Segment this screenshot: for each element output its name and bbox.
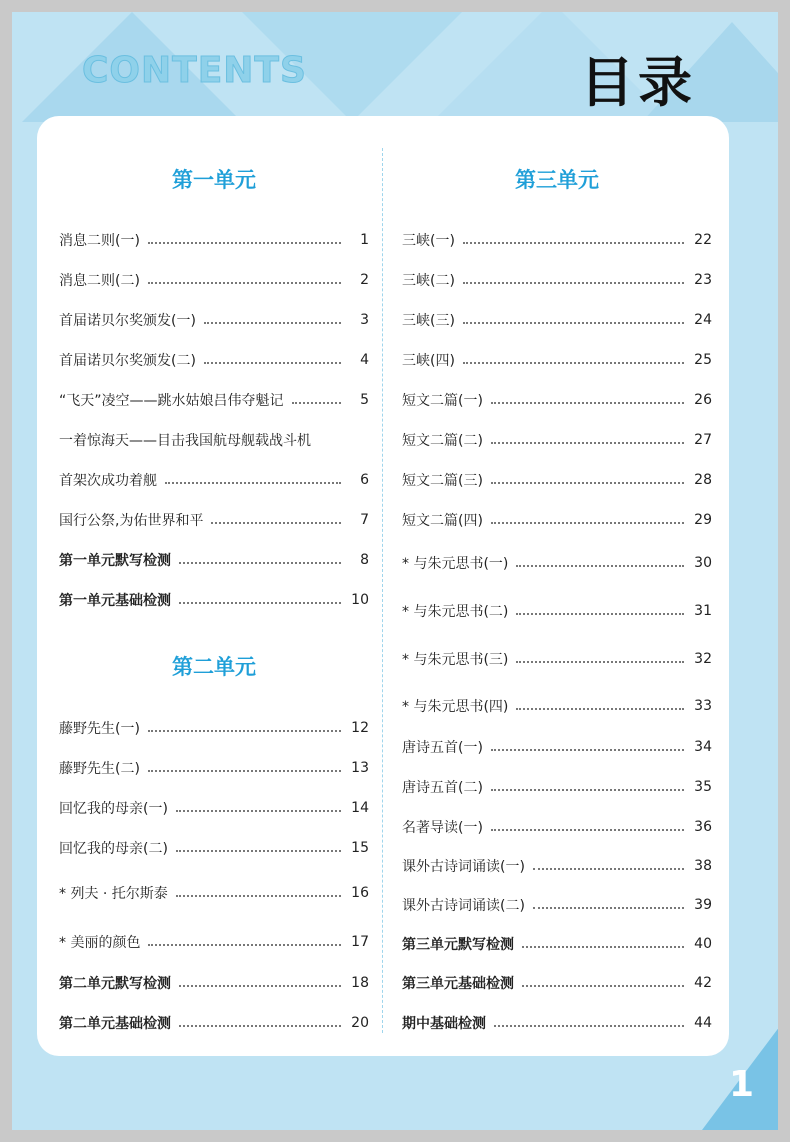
toc-entry-title: 国行公祭,为佑世界和平 [59, 513, 204, 529]
toc-entry-page: 44 [694, 1015, 712, 1031]
toc-entry-title: 三峡(二) [402, 273, 455, 289]
toc-entry[interactable] [59, 349, 369, 371]
toc-entry-page: 25 [694, 352, 712, 368]
toc-entry[interactable] [59, 717, 369, 739]
toc-entry-page: 38 [694, 858, 712, 874]
toc-entry-page: 26 [694, 392, 712, 408]
dot-leader [516, 565, 684, 567]
dot-leader [292, 402, 341, 404]
toc-entry[interactable] [59, 797, 369, 819]
toc-entry-page: 24 [694, 312, 712, 328]
toc-entry-title: 回忆我的母亲(二) [59, 841, 168, 857]
toc-entry-title: 第一单元默写检测 [59, 553, 171, 569]
toc-entry[interactable] [59, 469, 369, 491]
toc-entry-title: * 与朱元思书(一) [402, 556, 509, 572]
toc-entry[interactable] [59, 229, 369, 251]
toc-entry[interactable] [402, 389, 712, 411]
toc-entry-title: 短文二篇(三) [402, 473, 483, 489]
toc-entry[interactable] [402, 309, 712, 331]
toc-entry-title: 消息二则(一) [59, 233, 140, 249]
toc-entry-page: 16 [351, 885, 369, 901]
dot-leader [204, 322, 341, 324]
toc-entry-page: 30 [694, 555, 712, 571]
dot-leader [491, 482, 684, 484]
dot-leader [516, 661, 684, 663]
toc-entry-title: 消息二则(二) [59, 273, 140, 289]
toc-entry[interactable] [59, 757, 369, 779]
toc-entry[interactable] [59, 589, 369, 611]
toc-entry-title: 回忆我的母亲(一) [59, 801, 168, 817]
toc-entry[interactable] [59, 1012, 369, 1034]
toc-entry-page: 40 [694, 936, 712, 952]
toc-entry-title: 名著导读(一) [402, 820, 483, 836]
toc-entry-title: 藤野先生(二) [59, 761, 140, 777]
dot-leader [491, 789, 684, 791]
toc-entry-page: 2 [360, 272, 369, 288]
dot-leader [148, 282, 341, 284]
toc-entry[interactable] [402, 229, 712, 251]
toc-entry-title: 唐诗五首(一) [402, 740, 483, 756]
unit-title: 第二单元 [172, 654, 256, 679]
toc-entry-title: 期中基础检测 [402, 1016, 486, 1032]
toc-entry-title: 一着惊海天——目击我国航母舰载战斗机 [59, 433, 311, 449]
toc-entry-page: 15 [351, 840, 369, 856]
toc-entry[interactable] [402, 600, 712, 622]
toc-entry-page: 23 [694, 272, 712, 288]
toc-entry-title: 短文二篇(一) [402, 393, 483, 409]
page-number: 1 [729, 1064, 755, 1105]
toc-entry[interactable] [59, 837, 369, 859]
dot-leader [463, 362, 684, 364]
dot-leader [176, 810, 341, 812]
toc-entry-title: 第一单元基础检测 [59, 593, 171, 609]
dot-leader [179, 985, 341, 987]
dot-leader [148, 770, 341, 772]
unit-title: 第一单元 [172, 167, 256, 192]
toc-entry-page: 14 [351, 800, 369, 816]
toc-entry[interactable] [402, 469, 712, 491]
dot-leader [491, 522, 684, 524]
toc-entry-title: 第三单元默写检测 [402, 937, 514, 953]
toc-entry-title: 唐诗五首(二) [402, 780, 483, 796]
toc-entry-page: 5 [360, 392, 369, 408]
dot-leader [491, 402, 684, 404]
toc-entry[interactable] [59, 931, 369, 953]
toc-entry[interactable] [402, 933, 712, 955]
toc-entry-page: 4 [360, 352, 369, 368]
toc-entry-page: 34 [694, 739, 712, 755]
toc-entry-page: 8 [360, 552, 369, 568]
dot-leader [463, 322, 684, 324]
toc-entry-title: 课外古诗词诵读(一) [402, 859, 525, 875]
toc-entry-page: 42 [694, 975, 712, 991]
dot-leader [165, 482, 341, 484]
page-title: 目录 [580, 51, 696, 114]
toc-entry-page: 7 [360, 512, 369, 528]
toc-entry-title: 藤野先生(一) [59, 721, 140, 737]
toc-entry-page: 12 [351, 720, 369, 736]
page [12, 12, 778, 1130]
dot-leader [516, 613, 684, 615]
toc-entry-page: 29 [694, 512, 712, 528]
dot-leader [516, 708, 684, 710]
dot-leader [522, 985, 684, 987]
dot-leader [179, 1025, 341, 1027]
dot-leader [533, 868, 684, 870]
toc-entry[interactable] [402, 509, 712, 531]
toc-entry[interactable] [402, 349, 712, 371]
toc-entry-page: 33 [694, 698, 712, 714]
toc-entry[interactable] [402, 269, 712, 291]
toc-entry-page: 39 [694, 897, 712, 913]
toc-entry[interactable] [402, 429, 712, 451]
toc-entry-page: 20 [351, 1015, 369, 1031]
toc-entry[interactable] [402, 552, 712, 574]
toc-entry[interactable] [59, 389, 369, 411]
toc-entry[interactable] [59, 549, 369, 571]
toc-entry-title: 三峡(一) [402, 233, 455, 249]
toc-entry[interactable] [402, 776, 712, 798]
toc-entry-page: 6 [360, 472, 369, 488]
toc-entry-page: 36 [694, 819, 712, 835]
toc-entry-page: 31 [694, 603, 712, 619]
column-divider [382, 148, 383, 1033]
toc-entry[interactable] [59, 309, 369, 331]
toc-entry-page: 18 [351, 975, 369, 991]
toc-entry-page: 27 [694, 432, 712, 448]
dot-leader [491, 749, 684, 751]
toc-entry-title: 第三单元基础检测 [402, 976, 514, 992]
toc-entry-title: * 与朱元思书(三) [402, 652, 509, 668]
dot-leader [494, 1025, 684, 1027]
toc-entry-title: “飞天”凌空——跳水姑娘吕伟夺魁记 [59, 393, 284, 409]
dot-leader [522, 946, 684, 948]
dot-leader [148, 944, 341, 946]
toc-entry-title: 首架次成功着舰 [59, 473, 157, 489]
dot-leader [463, 242, 684, 244]
toc-entry-title: * 与朱元思书(二) [402, 604, 509, 620]
toc-entry-page: 22 [694, 232, 712, 248]
toc-entry[interactable] [402, 695, 712, 717]
toc-entry[interactable] [59, 269, 369, 291]
dot-leader [148, 242, 341, 244]
dot-leader [179, 562, 341, 564]
toc-entry-title: 第二单元基础检测 [59, 1016, 171, 1032]
dot-leader [204, 362, 341, 364]
toc-entry-page: 28 [694, 472, 712, 488]
toc-entry[interactable] [402, 736, 712, 758]
dot-leader [491, 829, 684, 831]
dot-leader [491, 442, 684, 444]
toc-entry-title: 三峡(三) [402, 313, 455, 329]
toc-entry-page: 17 [351, 934, 369, 950]
toc-entry[interactable] [59, 429, 369, 451]
unit-title: 第三单元 [515, 167, 599, 192]
toc-entry-page: 35 [694, 779, 712, 795]
dot-leader [533, 907, 684, 909]
toc-entry-title: * 美丽的颜色 [59, 935, 141, 951]
toc-entry-title: 首届诺贝尔奖颁发(一) [59, 313, 196, 329]
toc-entry-title: 首届诺贝尔奖颁发(二) [59, 353, 196, 369]
dot-leader [179, 602, 341, 604]
toc-entry[interactable] [402, 972, 712, 994]
toc-entry-page: 13 [351, 760, 369, 776]
toc-entry-title: 短文二篇(二) [402, 433, 483, 449]
dot-leader [211, 522, 341, 524]
toc-entry[interactable] [402, 648, 712, 670]
toc-entry-title: 课外古诗词诵读(二) [402, 898, 525, 914]
dot-leader [176, 895, 341, 897]
toc-entry-page: 32 [694, 651, 712, 667]
toc-entry-title: * 与朱元思书(四) [402, 699, 509, 715]
toc-entry-page: 1 [360, 232, 369, 248]
toc-entry-page: 3 [360, 312, 369, 328]
contents-heading: CONTENTS [82, 50, 307, 91]
toc-card [37, 116, 729, 1056]
toc-entry[interactable] [59, 972, 369, 994]
toc-entry[interactable] [402, 855, 712, 877]
toc-entry[interactable] [402, 816, 712, 838]
toc-entry-title: 第二单元默写检测 [59, 976, 171, 992]
dot-leader [148, 730, 341, 732]
toc-entry-page: 10 [351, 592, 369, 608]
toc-entry[interactable] [402, 894, 712, 916]
toc-entry-title: 三峡(四) [402, 353, 455, 369]
dot-leader [463, 282, 684, 284]
toc-entry[interactable] [59, 882, 369, 904]
toc-entry[interactable] [402, 1012, 712, 1034]
dot-leader [176, 850, 341, 852]
toc-entry[interactable] [59, 509, 369, 531]
toc-entry-title: 短文二篇(四) [402, 513, 483, 529]
toc-entry-title: * 列夫 · 托尔斯泰 [59, 886, 168, 902]
